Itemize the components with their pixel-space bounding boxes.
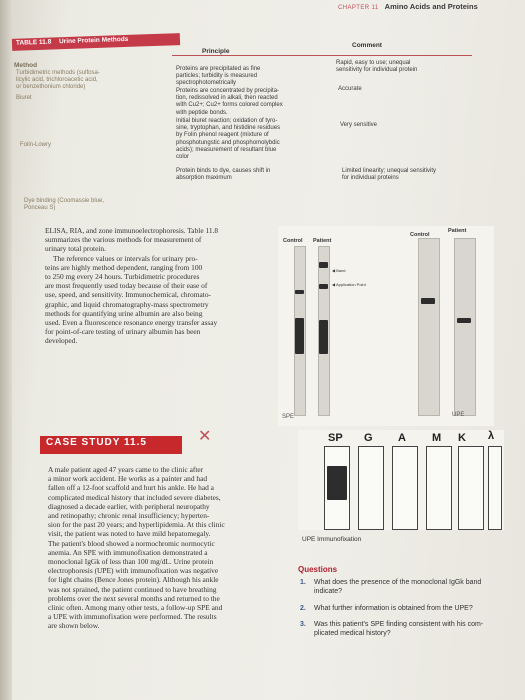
case-study-title: CASE STUDY 11.5 xyxy=(40,436,182,454)
questions-title: Questions xyxy=(298,565,338,574)
upe-band-patient xyxy=(457,318,471,323)
ife-label-g: G xyxy=(364,432,373,444)
ife-label-a: A xyxy=(398,432,406,444)
ife-label-m: M xyxy=(432,432,442,444)
table-row-3-method: Folin-Lowry xyxy=(20,142,52,148)
ife-label-k: K xyxy=(458,432,466,444)
table-row-2-method: Biuret xyxy=(16,95,32,101)
question-1: 1. What does the presence of the monoclonal IgGk band indicate? xyxy=(300,579,482,596)
chapter-title: Amino Acids and Proteins xyxy=(384,2,478,11)
spe-label: SPE xyxy=(282,414,295,420)
ife-band-sp xyxy=(327,466,347,500)
close-mark-icon: ✕ xyxy=(198,428,212,445)
gel-label-patient-right: Patient xyxy=(448,228,467,234)
table-row-3-principle: Initial biuret reaction; oxidation of tyro- sine, tryptophan, and histidine residues by Folin phenol reagent (mixture of phosphotungstic and phosphomolybdic acids); measurement of resultant blue color xyxy=(176,118,281,161)
gel-label-control-right: Control xyxy=(410,232,430,238)
question-3: 3. Was this patient's SPE finding consistent with his com- plicated medical history? xyxy=(300,621,484,638)
ife-caption: UPE Immunofixation xyxy=(302,536,362,543)
spe-band-patient-m xyxy=(319,262,328,268)
ife-lane-k xyxy=(458,446,484,530)
running-header xyxy=(338,2,525,18)
ife-lane-lambda xyxy=(488,446,502,530)
table-row-4-method: Dye binding (Coomassie blue, Ponceau S) xyxy=(24,198,105,212)
table-row-2-principle: Proteins are concentrated by precipita- tion, redissolved in alkali, then reacted with Cu2+; Cu2+ forms colored complex with peptide bonds. xyxy=(176,88,283,116)
body-paragraph: ELISA, RIA, and zone immunoelectrophoresis. Table 11.8 summarizes the various methods for measurement of urinary total protein. The reference values or intervals for urinary pro- teins are highly method dependent, ranging from 100 to 250 mg every 24 hours. Turbidimetric procedures are most frequently used today because of their ease of use, speed, and sensitivity. Immunochemical, chromato- graphic, and liquid chromatography-mass spectrometry methods for quantifying urine albumin are also being used. Even a fluorescence resonance energy transfer assay for point-of-care testing of urinary albumin has been developed. xyxy=(45,226,219,346)
case-study-text: A male patient aged 47 years came to the clinic after a minor work accident. He works as a painter and had fallen off a 12-foot scaffold and hurt his ankle. He had a complicated medical history that included severe diabetes, diagnosed a decade earlier, with peripheral neuropathy and retinopathy; chronic renal insufficiency; hyperten- sion for the past 20 years; and hyperlipidemia. At this clinic visit, the patient was noted to have mild hepatomegaly. The patient's blood showed a normochromic normocytic anemia. An SPE with immunofixation demonstrated a monoclonal IgGk of less than 100 mg/dL. Urine protein electrophoresis (UPE) with immunofixation was negative for light chains (Bence Jones protein). Although his ankle was not sprained, the patient continued to have breathing problems over the next several months and returned to the clinic often. Among many other tests, a follow-up SPE and a UPE with immunofixation were performed. The results are shown below. xyxy=(48,465,225,631)
page-gutter xyxy=(0,0,12,700)
table-row-1-method: Turbidimetric methods (sulfosa- licylic acid, trichloroacetic acid, or benzethonium chloride) xyxy=(16,70,100,91)
table-row-3-comment: Very sensitive xyxy=(340,122,378,128)
ife-lane-m xyxy=(426,446,452,530)
question-2: 2. What further information is obtained from the UPE? xyxy=(300,605,473,612)
spe-band-patient xyxy=(319,284,328,289)
gel-label-patient-left: Patient xyxy=(313,238,332,244)
ife-lane-a xyxy=(392,446,418,530)
spe-band-patient-albumin xyxy=(319,320,328,354)
ife-lane-g xyxy=(358,446,384,530)
col-header-comment: Comment xyxy=(352,42,382,49)
ife-label-lambda: λ xyxy=(488,430,495,442)
upe-band-control xyxy=(421,298,435,304)
upe-lane-control xyxy=(418,238,440,416)
arrow-band: ◀ Band xyxy=(332,268,346,273)
spe-band-control xyxy=(295,290,304,294)
ife-label-sp: SP xyxy=(328,432,343,444)
col-header-method: Method xyxy=(14,62,38,69)
table-row-4-comment: Limited linearity; unequal sensitivity for individual proteins xyxy=(342,168,437,182)
spe-band-control-albumin xyxy=(295,318,304,354)
table-row-4-principle: Protein binds to dye, causes shift in absorption maximum xyxy=(176,168,271,182)
col-header-principle: Principle xyxy=(202,48,230,55)
chapter-label: CHAPTER 11 xyxy=(338,5,379,11)
gel-label-control-left: Control xyxy=(283,238,303,244)
table-row-1-comment: Rapid, easy to use; unequal sensitivity for individual protein xyxy=(336,60,418,74)
table-label: TABLE 11.8 xyxy=(15,38,52,47)
table-row-1-principle: Proteins are precipitated as fine particles; turbidity is measured spectrophotometrically xyxy=(176,66,261,87)
upe-label: UPE xyxy=(452,412,465,418)
upe-lane-patient xyxy=(454,238,476,416)
table-title: Urine Protein Methods xyxy=(58,35,129,46)
table-row-2-comment: Accurate xyxy=(338,86,362,92)
arrow-application-point: ◀ Application Point xyxy=(332,282,366,287)
